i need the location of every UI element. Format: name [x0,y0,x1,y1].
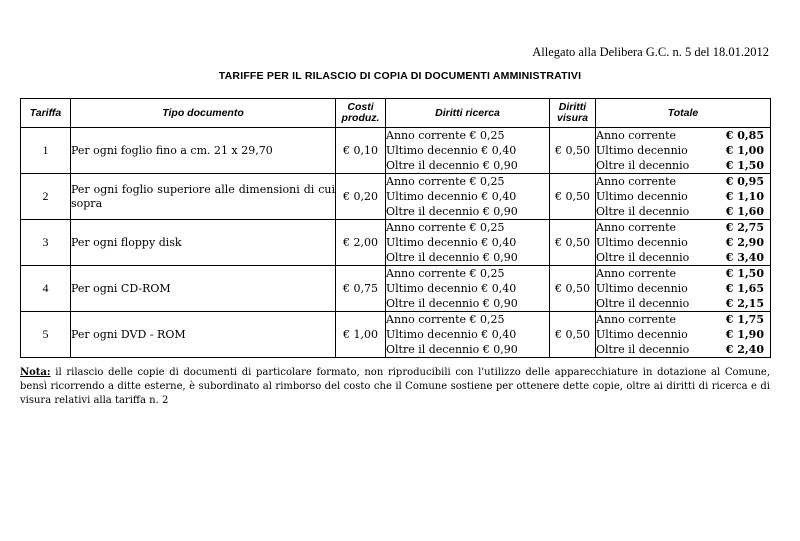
table-row [21,220,771,266]
totale-label: Anno corrente [596,175,677,188]
col-header-visura [550,99,596,128]
totale-label: Ultimo decennio [596,190,688,203]
totale-line [596,266,770,281]
diritti-visura: € 0,50 [550,266,596,312]
ricerca-line: Anno corrente € 0,25 [386,129,505,142]
totale-label: Oltre il decennio [596,251,690,264]
totale-amount: € 1,90 [725,328,764,341]
totale-line [596,143,770,158]
totale-line [596,220,770,235]
totale-line [596,312,770,327]
table-header-row [21,99,771,128]
ricerca-line: Anno corrente € 0,25 [386,175,505,188]
ricerca-line: Oltre il decennio € 0,90 [386,343,518,356]
col-header-totale: Totale [596,99,771,128]
totale-label: Anno corrente [596,221,677,234]
allegato-reference: Allegato alla Delibera G.C. n. 5 del 18.01.2012 [532,45,769,59]
diritti-ricerca-cell [386,220,550,266]
costo-produzione: € 1,00 [336,312,386,358]
totale-amount: € 2,75 [725,221,764,234]
diritti-visura: € 0,50 [550,220,596,266]
col-header-tariffa: Tariffa [21,99,71,128]
diritti-ricerca-cell [386,312,550,358]
ricerca-line: Anno corrente € 0,25 [386,221,505,234]
tipo-documento: Per ogni foglio fino a cm. 21 x 29,70 [71,128,336,174]
nota-label: Nota: [20,367,51,378]
tipo-documento: Per ogni foglio superiore alle dimensioni di cui sopra [71,174,336,220]
col-header-costi-line2: produz. [341,112,380,124]
diritti-visura: € 0,50 [550,128,596,174]
tariffa-number: 1 [21,128,71,174]
ricerca-line: Oltre il decennio € 0,90 [386,251,518,264]
totale-cell [596,266,771,312]
totale-label: Oltre il decennio [596,205,690,218]
totale-amount: € 1,00 [725,144,764,157]
ricerca-line: Ultimo decennio € 0,40 [386,328,517,341]
costo-produzione: € 0,20 [336,174,386,220]
totale-label: Anno corrente [596,267,677,280]
diritti-ricerca-cell [386,128,550,174]
diritti-ricerca-cell [386,174,550,220]
totale-label: Oltre il decennio [596,343,690,356]
totale-line [596,296,770,311]
totale-line [596,158,770,173]
totale-label: Ultimo decennio [596,282,688,295]
totale-label: Anno corrente [596,313,677,326]
totale-label: Oltre il decennio [596,159,690,172]
costo-produzione: € 0,75 [336,266,386,312]
col-header-diritti-ricerca: Diritti ricerca [386,99,550,128]
tipo-documento: Per ogni floppy disk [71,220,336,266]
totale-line [596,189,770,204]
totale-amount: € 2,15 [725,297,764,310]
nota-paragraph [20,366,770,408]
ricerca-line: Ultimo decennio € 0,40 [386,282,517,295]
totale-line [596,235,770,250]
totale-amount: € 3,40 [725,251,764,264]
page-title: TARIFFE PER IL RILASCIO DI COPIA DI DOCUMENTI AMMINISTRATIVI [218,70,582,82]
table-row [21,174,771,220]
totale-label: Anno corrente [596,129,677,142]
tipo-documento: Per ogni CD-ROM [71,266,336,312]
totale-line [596,250,770,265]
totale-cell [596,220,771,266]
tariffe-table [20,98,771,358]
totale-amount: € 0,95 [725,175,764,188]
totale-line [596,204,770,219]
ricerca-line: Ultimo decennio € 0,40 [386,236,517,249]
col-header-visura-line1: Diritti [558,101,587,113]
diritti-visura: € 0,50 [550,312,596,358]
totale-label: Oltre il decennio [596,297,690,310]
ricerca-line: Anno corrente € 0,25 [386,267,505,280]
totale-line [596,342,770,357]
ricerca-line: Oltre il decennio € 0,90 [386,159,518,172]
totale-line [596,128,770,143]
totale-amount: € 1,60 [725,205,764,218]
table-row [21,128,771,174]
table-row [21,266,771,312]
col-header-visura-line2: visura [557,112,588,124]
tariffa-number: 4 [21,266,71,312]
ricerca-line: Ultimo decennio € 0,40 [386,144,517,157]
totale-amount: € 2,90 [725,236,764,249]
totale-amount: € 1,50 [725,159,764,172]
nota-text: il rilascio delle copie di documenti di particolare formato, non riproducibili con l'utilizzo delle apparecchiature in dotazione al Comune, bensì ricorrendo a ditte esterne, è subordinato al rimborso del costo che il Comune sostiene per ottenere dette copie, oltre ai diritti di ricerca e di visura relativi alla tariffa n. 2 [20,367,770,406]
costo-produzione: € 2,00 [336,220,386,266]
tariffa-number: 5 [21,312,71,358]
ricerca-line: Oltre il decennio € 0,90 [386,205,518,218]
totale-amount: € 1,75 [725,313,764,326]
ricerca-line: Oltre il decennio € 0,90 [386,297,518,310]
diritti-ricerca-cell [386,266,550,312]
totale-amount: € 1,10 [725,190,764,203]
costo-produzione: € 0,10 [336,128,386,174]
tariffa-number: 2 [21,174,71,220]
totale-amount: € 0,85 [725,129,764,142]
ricerca-line: Ultimo decennio € 0,40 [386,190,517,203]
totale-label: Ultimo decennio [596,144,688,157]
col-header-tipo-documento: Tipo documento [71,99,336,128]
totale-line [596,174,770,189]
col-header-costi [336,99,386,128]
table-row [21,312,771,358]
tariffa-number: 3 [21,220,71,266]
col-header-costi-line1: Costi [347,101,374,113]
totale-cell [596,128,771,174]
totale-label: Ultimo decennio [596,236,688,249]
totale-cell [596,312,771,358]
diritti-visura: € 0,50 [550,174,596,220]
totale-line [596,327,770,342]
totale-cell [596,174,771,220]
ricerca-line: Anno corrente € 0,25 [386,313,505,326]
totale-amount: € 1,65 [725,282,764,295]
totale-amount: € 1,50 [725,267,764,280]
tipo-documento: Per ogni DVD - ROM [71,312,336,358]
totale-line [596,281,770,296]
totale-amount: € 2,40 [725,343,764,356]
totale-label: Ultimo decennio [596,328,688,341]
